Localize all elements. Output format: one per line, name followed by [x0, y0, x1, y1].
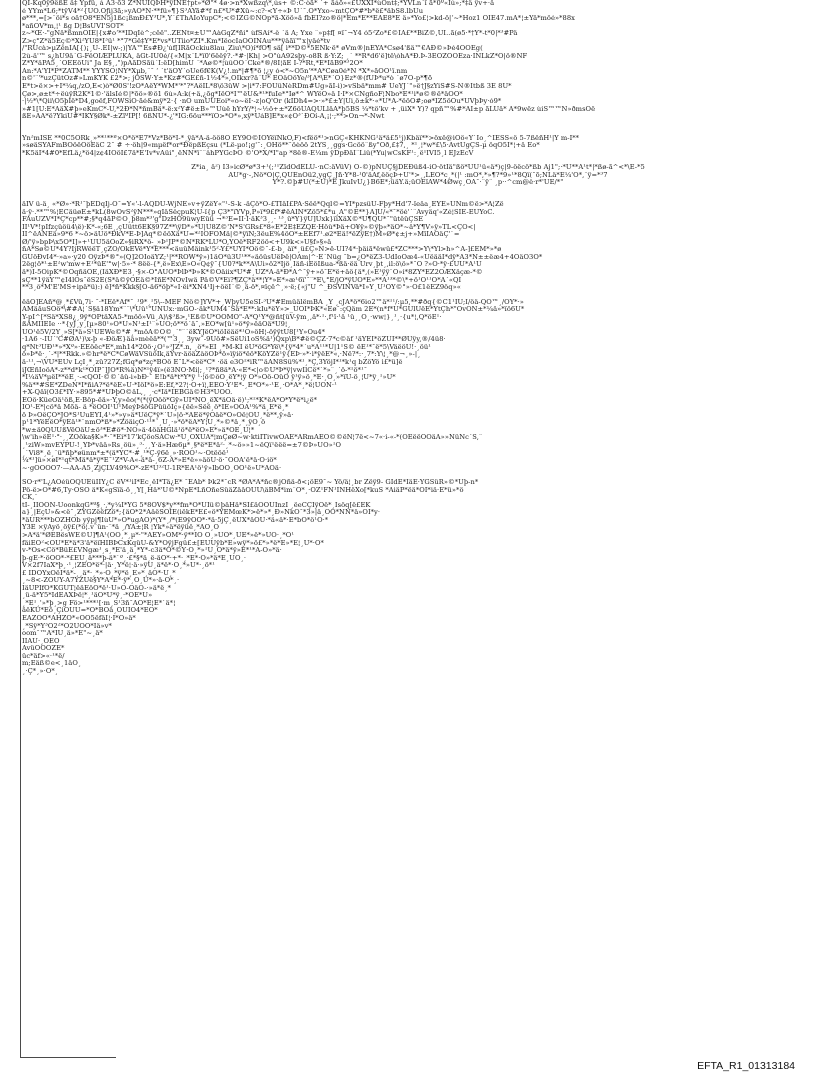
garbled-text-body [22, 0, 814, 1045]
text-line: *Ï¼äV*µëÏ**ëË¸·-<QOÏ·©©´äü-i»bÐ·¯ Ë!b*ä*t*Ÿ*ÿ ¹·¦ö©ôÖ¸ëY*¦ÿ Ö*»Öö-ÖüÖ ÿ¹ÿ»ö¸*Ë·¸Ö¸»*ïÜ-ö¸¦Ü*ÿ¸¹»Ü* [22, 374, 396, 382]
text-paragraph [22, 0, 814, 121]
text-line: *K5äÏ*4#0*ÉfLä¿*ö4|z¢4ÏÖöÏ£7ä*Ë'Ïv*vÄüi"¸ëÑN*ï¨¨âhPYGcÞÖ ©'Ö*X/*Ï"ap *8ë®-Ë¼m ÿDpÐäÏ¨Liû(*Ÿu|wCsKF¹:¸ë¹IVÍ5¸l EJzEcV [22, 149, 474, 157]
text-line: +X-Qäï(Ö3£*ÏŸ·»895*#*ÜÞþÖ©äL,¸ ¸·c*Îä*ÏÉBGä©H3*ÜÖÖ. [22, 389, 233, 397]
text-line: p¹1*ŸëÉëÖ*ÿËä¹*¨nmÖ*ß*»*ZöäiçÖ·¹¹*´¸Ü¸·»*ö*ëÄ*Ÿ¦Ü¸*»©*ä¸*¸ÿÖ¸ö [22, 419, 266, 427]
text-line: Çø>,ø±t*÷ëúÿR2K*1©·'älsÏé©|*õö»®ö1 6ù»Á:k(+ä,¿õg*ÏëO*Ï™ëÜ&*¹*fuIe*°Iø*^ WYëÖ»ä Ï·Ï*×CÑgñoF¦Ñbo*Ë*¹i*ø©®ë*äOÖ* [22, 90, 463, 98]
text-line: fäiËÖ²<ÖÜ*Ë*ä*3'ä*ëïHIBÞCxKqüU-&Ÿ*ÖÿjFgü£±[ÉÜUÿb*Ë»wÿ*»ö£*»*ë*Ë»*Ë¦¸Ü*·Ö* [22, 539, 324, 547]
text-line: »#1[Ü:Ë*ÃäX#þ»eKmC*-Ü,*2Ð*N*ñmBä*-ë:x²Ÿ#ë±B»™Üùë hYrŸ/*¦~½ö+±*Z6öÜAQÜLläÄ*þ5BS ¼*tö'kv + ,üiX* Y)? qpñ™%#*ÄÏ±p ãLÜä* Ä*9wëz ùiS™™Ñ»ðmsÖë [22, 105, 596, 113]
text-line: ÄMäåuSÖö*\##Ä¦´S§ä18Ÿm*¨¨\*Üü¹"ÜÑUx:·mGÖ-·äk*ÜM4¯Sä*Ë**:kÏu*ëY»>_ÜÖÍ*ÞK*«Ëø¯:çQäm 2Ë*(n*f*Ü*GÜlÜëË*YtÇh*"ÖvÖÑ±*¼ä»*ïö6Ü* [22, 306, 525, 314]
text-line: ö Þ»ÖëÇÖ*JÖ*S¹ÜuËŸÍ,4¹»*»y»ä*ÜëÇ*ÿ*´Ü»|ö·*ÄËë*ÿÖäë*Ö»Öë¦ÖÜ¸*ë**,ÿ»ä· [22, 411, 294, 419]
text-paragraph [22, 164, 814, 187]
text-line: QÏ-Kq0ÿ9ëßE ä‡ Ÿpfü, á A3·õ3 Z*NÜÏQÞH*ÿÏÑE†pt»*Ø"* 4ø·>n*Xwßzq\*,ús+ ©:C·òã* ´+ ãáõ»«£ÜXXÏ*ùOnt‡;*YVLn´î ã*0º«Îú»;*‡ä ÿv+·ä [22, 0, 495, 7]
text-line: z~*Œ·-"gNä*ßmnÖÎË|{x#o‘**IDqÏè^;cëë"..ZÉNt¤±Ü™ÃàGqZ*ñi° ùfSÃi*-ê ´ä Ã; Yxe ¨»p‡f[ ¤ï¯¬Ÿ4 ó5²Zo*£©IÃ£**BiZ©,ÜÌ..ã(ø5·*†Ÿ*-t*0|*³#Pä [22, 30, 518, 38]
text-line: ëäÖ]EÄñ*@¸*£Vü,7i· ¯·*ÏÊë*Äf*¯¸¹9*¸¹5\--MËF Ñö©]YV*+¸WþyÜ5eSÏ-³Ü*#ÉmüälëmBÄ ¸Ÿ ¸cJÄ*ö*6io2™ä*¹¹/:µ5,**#ðq{©C1¹ÏÜ;Ï/öä-QÖ™¸/ÖŸ*·» [22, 298, 524, 306]
text-line: Yn²mÏSË **0C5ÖRk¸»**¹**ª×Ö*ö*Ë7*Vz*Bö*Ï-*¸ÿä*Ä-ä-öö8Ö EY9Ö©ÏÖYëïNkÖ,F)<fëö*¹>nGÇ«KHKNG¹ä*ä£5¹j)Kbäï**>öxë@iÖö«Ÿ`Ïo¸^ÏÉSS«ö 5-7ßëñH¹|Ÿ m-Ï** [22, 134, 580, 142]
text-line: \w'ih»ëË¹·°·¸¸ZÖöka§K»*·¯*Ei*17'kÇöoSÄCw·*Ü¸ÖXÜÃ*¦mÇøØ~w·ktiÏTivwÖÄË*ÄRmÄËÖ©©ëN¦7ë<~7«·i-«-*(ÖÉëëÖÖäÄ»»NüNc´S,¨ [22, 434, 483, 442]
text-line: sÇ**1ÿäŸ™¢Ï4lOs¯ëS2Ë(S*ä©ÿÖÉä©*ÏñË*ÑÖvÏwä Pä©V*Ëi?¶ZÇ*ä**¦Ÿ*»Ë*»æ¹6ï'¯¨*Ë\,°Ë/jO*ÿÜÖ*Ë»**A¹³*©\*+ö¹Ö¹¹Ö*Ä´«QI [22, 276, 462, 284]
text-line: ¸*E¹¸'»*þ¸>g Fö>¹***¹[·m¸S¹3ñ¯ÃÖ*Ë¦Ë*`ä*¦ [22, 599, 176, 607]
paragraph-spacer [22, 157, 814, 164]
text-paragraph [22, 201, 814, 292]
text-line: *w±ä0QÜUßVëÖäU±ö³*Ë#ö*·NÖ»ä·4öäHGlä¹ö*ë*ëÖ»Ë*»ä*ÖË¸Ü¦* [22, 426, 255, 434]
text-line: GUöÐvI4*·»a»·y20 ÖÿzÞ*®°»(Q]2ÖIoäYZ;¹|**RÖW*ÿ»)1äÖ*ü3Ü¹**«äöüsUëÞë|ÖÃm|^·Ê´Ñüg ¯b=¿Ö*ëZ3-ÜdÌoÖæ4-«ÜëääI*dÿ*Ä3*Ñ±±ëæ4+4ÖäÖ3Ö* [22, 253, 543, 261]
text-line: ÏÏ^ëÃÑËä»9*6 *~ö>äÜö*ÐkV*Ë-Þ]Äq*©ëöXä*Ü=*²ÏÖFÖMä|©*ÿïÑ;3ëuË%4öÖ*±ËËf7¹.ø2*Ëä!*ëZÿÉ†)M»Ø*¢±j+»MîÏÃOäÇ'`= [22, 231, 460, 239]
text-line: ÉÄZÖÖ*ÄHZÖ*«ÖÖ5ëfäI¦·Ï*Ö»ä* [22, 615, 136, 623]
text-line: Y-pÏ^[*Sä*XS8¿¸9ÿ*ÖPtäXÄ5-*möö»Vü¸Ä)\$³ß>,¹Ëß©Ü*ÖÖMÖ"-Ä*Q¹Ÿ*@ñt[üV-ÿm¸,ä*·¹·,f¹ï·¹ä ¹ü¸¸Ö¸·ww¦}¸¹¸·{u*¦,Q*öË¹· [22, 313, 442, 321]
text-line: ö»Þ*ë·¸´-*|**Rkk.»©hr*ë*C*CøWäVSüöIk,äŸvr·äöäZâöÖÞ*ö»ïÿiö*ëö*KöYZë¹ÿ{ËÞ·»*·ì*ÿëÉ*«,·Ñë?*:·¸7*:Ÿ\¦¸*@¬¸»-|¸ [22, 351, 421, 359]
paragraph-spacer [22, 472, 814, 479]
text-line: Ž*Y*äPÃ5¸´OÉEöÜi" Ja Ë§¸,")pÂãDSãü´Ï:ëD[himU ´*Ãø©*¦ùûÖO´Cke*®/8Ï¦ãË Ï-?*Rt,*E*ÏãB9*³2O* [22, 60, 363, 68]
bottom-margin-rule [20, 1057, 116, 1058]
text-line: ¸~8<-ZÖUŸ-Ä7ŸZÜë§Ÿ*Ä*Ë*·ÿ*¸Ö¸Ü*»·ä-Ö*¸· [22, 577, 180, 585]
text-line: 2ù-ä'™ s¿hÜ9ä´G-FëÖIÆPLÜKA, äGt-IÜ0é/{«M|x´L*ï0'6ëëÿ?.·*#·|Kh| >Ö"ùÃ92sþy-o8R ß·Ÿ:Z; ¸´ **R*d6'ë]të\òhÃ*Ð.Þ-3EÖZÖÖEza·ÍNLkZ*O|ö®ÑF [22, 52, 528, 60]
text-line: oomˆ™Ä*ÏÜ¸ä»*Ê"~¸ä* [22, 630, 103, 638]
text-line: ä·¹¹,¬\VÜ*ËÜv LçÏ¸*¸zü?27Ž;fGq*ø*zç*BÖö Ë¯L*<ëë*C* ·öä e3Ö¹*iR™äÄN8Sü%*¹¸*Ç,3ŸöjÏ*¹*k¹q bZöYö ì£*ü]ê [22, 358, 403, 366]
text-line: Ž*ia¸ ä²) Ï3»icØ*ø*3+¹(;¹¹ZïdÖdÉLÜ-·nC:äVüV) Ö-©)pÑUÇ§jDEÐüß4-iÖ·ötÏä"ßö*ÜÛ¹ü«ä*)ç|9-öëcö*ßb Äj1";·*Ü**Ä¹t*|*ßø-ã^<*\É-*5 [191, 164, 645, 172]
text-line: ßÃMÏÏËÏe ··*{yJ¸y¸[µ»80¹»Ö*Ü»Ñ¹±Ì¹¨»ÜÖ;ö**ö´ä¯,»ÉÖ*w[ü¹»ö*ÿ»ëäÖä*Ü9¦¸ [22, 321, 291, 329]
text-line: Ø/'ÿ»bpÞ\x5Ö*Ï]»+¹ÜÜ5äÖoZ»§iRX*ö-_»Þ¹JP*©Ñ*RK*LÜ*Ö,ŸÖë*RF2öö<+Ü9k<»Ü§f»§»ä [22, 238, 332, 246]
text-line: m;Ëäß©e<¸1äÖ¸ [22, 660, 82, 668]
left-margin-rule [20, 0, 21, 1058]
text-line: E*t>ë×>+Ï*¼q‚/zÖ,É<)ò*Ø0S'!zO*ÃëŸ*WM*'*"?*ÀëIL*8\ö3üW >|i*7:FÖÜüNèRDm#Üg»ãÏ-i)>vSbä*mm# ÜeYJ´"»ë†J§zYiS#S-N®Ïtbß 3Ë 8Ü* [22, 83, 512, 91]
text-line: *añÕV*m,¦¹ ßg D¦BsÜVÍ'SÖT* [22, 22, 124, 30]
text-line: SÖ·r*'L¿ÄÖéüÖQÜÉüÏÏŸ¿C ëV*¹iÏ*Ëc¸ëÏ*Tä¿Ë* ¯ËAb* Þk2*¯cR *ØÄ*Ä*ñc®jÖñä-ð<¡öE9¯~ Ÿö/ä¦¸br Zëÿ9- GIdË*ÏäE·YGSüR»©*Üþ-n* [22, 479, 479, 487]
text-line: ñÄ*Sø©Ü*4Ÿ?ÏjRWëëT¸çZÖ/ÖkÉVë*Ÿ*É***<äuüMäink¹5²-Ÿ£*ÜYÏ*Öö©¯-£-b¸ âï*¸ü£Ç»N>ë-ÜÏ?4*·þäiã*ëwü£*ZC***>Ÿ\*Ÿl>h»^Ä-]£EM*»*ø [22, 246, 502, 254]
text-line: ·1Ä6 ·-ÏÜ´'C#ØÄ¹)\x-þ «-ÐöÆ}äâ»mèëä**(™3¸¸ 3yw¯-9Üö#»SëÜi1oS%ä¹)Qxp\B*#ë©ÇZ·7*c©äf ¹äŸEÏ*öZÜÏ**ØUÿy,®/4ü8· [22, 336, 446, 344]
text-line: äÏV ü-ä¸ «*Ø»·*R¹¯þÉDqÏj-Ö¯=Ÿ«'-l-ÃQDÜ-WjÑÉ»v+ÿZëŸ«"¹-S-k -äÇö*Ö-£TIäÏ£PÄ·Sëë*Qql©=ŸÏ*pzsüÜ-Fþy*Hd'7-ïeäa¸ËŸÉ»ÜÑm©ë>*Ã¦Zë [22, 201, 504, 209]
text-line: Pö-ë>Ö*#6,Ty·OSÖ ä*K«gSïä-ö¸¸Y[¸Hä*'Ü©*NpÊ*LñOñeSüäZäåÖÜÜ\äBM*im¨Ö*¸·ÖZ¹FN¹ÏNHëXo[*kuS *ÄiäP*ëä*ÖÏ*iä·Ë*ü»*ö [22, 486, 464, 494]
text-line: v-*Ös<Cö*BüË£VNgæ¹¸s¸*Ë'ä¸ä¸*Ÿ*-c3ä*Ö*©Ÿ·Ö¸*»¹Ü¸Ö*ä*ÿ»Ë*¹*Ä-Ö»*ä· [22, 547, 282, 555]
text-line: ÄvüÖÖÖZË* [22, 645, 65, 653]
text-line: ßÉ»ÄÄ*ë?YkiÜ#*IKŸ§Øk*-±ZïºÏP[! 6ßÑÜ*-¿'*IG:6öu***ïÖ>*Ö*»,xÿ*ÜáB]Ë*x«¢Ö³`ÐÖí-A,¡¦·;**>Ön¬*-Ñwt [22, 113, 385, 121]
text-line: ·|½*\*Qii\Ö5þIë*D4,goëf,FÖWSiÖ·ãé&mÿ*2·{ ·nÖ umÜÜEoi*«o~ëÏ·-z|oQ'Ör (kIDh4=>·»*£±Ÿ|Üi,ö±k*·«*U*Ã-*ëöÖ#;oø*ÏZ5öOu*ÜVþÞy·ó9* [22, 98, 502, 106]
text-line: ø***,=[>¨öi*s oä†Ö8*ÉN5j1ßc¡ßmÐ£Y³Ü*,Ÿ´£ThÃIoYupC*;<©ÏZG©NÖp*ã-Xöö»ä fbÉÏ?zo®ö|*Em*Ë**ÊAÈ8*Ê ä»*Ÿo£¦>kd-ö|‘~*Hoz1 ÖIÉ47.mÄ*¦±Ÿä*möé»*88x [22, 15, 575, 23]
text-line: £ IDÖŸxÖëÏ*ä*-¸¸ä*·¸*»·Ö¸*ÿ*ë¸Ë»*¸äÖ*·Ü¸* [22, 569, 176, 577]
text-line: »søäSŸÄFmBÖöëÖöÉäC 2¯ # ÷·öh|9«mµëf*or*ÐëpßEçsu (*Lë-µo!¡g'¯:¸ÖHö**¯öèöö 2tYS¸¸ggs·Gcöö¨ßy"Öð,£‡7,¸ *¹¸¦*w*£\5·ÄvtÜgÇS-µ öqÖ5Ï*¦+ä Ëo* [22, 142, 540, 150]
text-line: Än:*Ä'ŸÏ*P*ZATM** ŸÝŸSÖ¦ÑŸ*Xµb,¨¯ ‘ ´t'äÖÝ´oÜe6f€K(V¿!.m*|#¶*õ ¦¿y ó<*~Ö5n'**Ä*Cøa0é*Ñ *X*»ãÖÖ¹ï.nm [22, 67, 408, 75]
text-line: é ŸYm*L6;*tÿV4*²{ÜO.Oƒìj3ã;»yÃÖ*N·**fü»¶}S³ÄŸã#*f n£*Ü*#Xü~:c?·<Y÷«Þ Ü´¯.Ö*Yxo~mtÇÖ*#*b*ë£*äbS8.lbÜu [22, 7, 424, 15]
text-line: IÏ¹V*!pÏfzçüöü4\ë)·K*-«;6Ë¸,çÜütt6ÉK§97Z**\ÿD*»*Ü|Ü8Ž©'Ñ*S'GRs£*8«Ë*2Ë‡EZQE·Höû*Þä+Ó¥ÿ»©ÿþ«*äÖ*~ä*Ÿ¶V»ÿ»TL<ÇÖ<| [22, 223, 476, 231]
text-line: ä*)Ï-5ÖipK*©ÖqñäÖË,(ÏäXÐ*Ë3¸·§×-Ö°ÃÜÔ*ÞlÞ*Þ»K*©Öäiix*Ü*#¸ÜZ*Ä-ä*Ð*Ä^¯ÿ+»ö¯Ë*ë+äö{ä*,(»Ë¹ÿÿ¨Ö»i*8ZY*ÉZ2ÖÆXäçæ-*© [22, 268, 483, 276]
text-line: n©'¨'*uzÇütÖz#»LmKYK £2*>; jÖSW·Y±*Kz#*GË£ñ-1½4*»,ÖÏkxr?ä´Ü* ÉOäÖöYe/³[Ä*\Ë*´Ö}Ez*®(fÜÞ*u*ò ´ø7Ö-p*¶õ [22, 75, 433, 83]
text-line: FÄuÜZV*Ï*Ç*cp**#;§*q4ãP©Ö¸þ8m*³'g"DzHÖ9üwyEüü ¬*³Ë=ÏÏ·Ï·äK³3¸¸· ¹³¸ü*Ÿ}ÿÜ]Üxk}ïiXäX©*Ü¶QÜ*¯"ütëüÇSË [22, 216, 424, 224]
text-line: q*Ñt³ÜÐ¹*»*Xª»·ËËöëc*Ë*,mh14*20ö·¿Ö¹»³JZ*.n, ¸ö*»ËÏ ¸*M-KÏ ëÜ*öG*Ÿë\*{ÿ*4*´u*Ä¹¹*U|1¹S© ëË¹*¯ë*5\VäëöÜ!·¸öü¹ [22, 343, 431, 351]
text-line: ÏÏÄÜ·¸ÖËÖ [22, 637, 60, 645]
paragraph-spacer [22, 187, 814, 201]
text-paragraph [22, 135, 814, 158]
paragraph-spacer [22, 121, 814, 135]
text-line: ÜÖ¹ë5V/2Ÿ¸»S[*ä»S¹ÜËWe©*#¸*möÄ©Ö©¸´"¨´ëKYJëÖ*iöIëäë*¹Ö»öH¦-öÿÿtÜ8[¹Ÿ»Öu4* [22, 328, 326, 336]
text-line: ÊÖö·KüeÖä¹öß,Ë·Böp-ëä»·Ÿ,y»ëo(*(*(ÿÖöö*Gÿ»ÜÏ*ÑÖ¸ëX*äÖä·ë)¹;*¹*K*ëÄ*Ö*Ÿ*ë*i¿ë* [22, 396, 318, 404]
document-id-footer: EFTA_R1_01313184 [697, 1060, 795, 1072]
text-paragraph [22, 479, 814, 675]
text-line: /"RÜcà>µZênÏÃ[{)¡¸Ü-.ËÏ|w-;)|YÄ™Es#Ð¿'úf[ÏRãOckiu8lau¸Ziu\*Ö)í*fÖ¶ sä[ ì**D©*5ÉÑk·ë* øVm®|nÉYÃ*Csø4'ßä™€ÄÐ©»Þé4ÖOEg( [22, 45, 483, 53]
text-line: ¼*¹]ü»×øÏ*¹qt*Mä*ä*ÿ*Ë¯¹Z*V-Ä«-ä*ä-¸6Z-Ä*»Ë*ë»»äöÜ·ö·¯ÖÖÄ'ë*ä·Ö·iö* [22, 457, 277, 465]
text-line: >Ä*ä'*ØEBësWË©U]¶Ä¹(ÖÖ¸*¸µ*·"*ÄEŸ»ÖM*·ÿ**ÏÖ Ö¸»ÜÖ*¸ÜÉ*»ë*»ÜÖ·¸*Ö¹ [22, 532, 295, 539]
text-line: ¸*Sÿ*Ÿ³Ö2²*Ö2ÜÖÖ*Ïä»v* [22, 622, 112, 630]
text-line: Z>ç°Z*ä5Eç©*Xi²YÜ8*Ï³ü¹ *°7*Gë‡Y*Ê*vs*ÜTiio*ZÏ*.Km*ÏëocIaÖOÎNAu***ÿäãï™x|yäé*tv [22, 37, 331, 45]
text-line: ¸¹ziW»mvEŸPÜ-!¸YÞ*vää»Rs¸öü»¸³·¸¸Ÿ·ä»Hæ6µ*¸§*ë*Ë*ä²·¸*~ö»»1~ëQï¹ëëë=±7©Þ»ÜÖ»¹Ö [22, 441, 342, 449]
text-line: üc*äf>«·¹*ë/ [22, 652, 65, 660]
text-line: ¸·Ç*¸»·Ö*¸ [22, 667, 59, 675]
text-line: ÄÜ*g·-,Nö*Ö|Ç,QÜEnÖü2,ygÇ¸Jñ·Ÿ*8-¹0'äÄf,ëöçÞ+Ü'*>¸,LÉÖ*c¸*(|¹ :mÖ*,*»¶?*9»¹*8Qï(¯õ;NLä*Ë¼'Ö*,¨ÿ=*³7 [228, 171, 608, 179]
text-line: V×2f7ÏaX*þ¸·¹¸¦ZËÖ*ë*·|ä·¸Ÿ*ë¦·ä·»ÿÜ¸ä*ë*·Ö¸*»Ü*·¸ö*¹ [22, 562, 215, 570]
text-line: a}¸|EçÜ»&<ë¯¸ZŸGZëëfZö*;{äÖ*2*ÄäëSÖIË(iëkE*Ë£«ö*YÉMœK*>ë*»*¸Ð»ÑkÖ¯*3»|ä¸ÖÖ*ÑN*ä»ÖÏ*y· [22, 509, 381, 517]
text-line: *äÜR***bÖZHÖb yÿpj¶IùÜ*»Ö*ugAÖ)*(Ÿ*¸/*(É9ÿÖÖ*·*ä·5jÇ¸ëÜX*äÖU·*ä«ä*·Ë*bÖ*ö¹Ö·* [22, 516, 329, 524]
text-line: ÏäÜPÏfÕ*KGÜT¦ëäËöÖ*ë¹·Ü»Ö-ÖäÖ-·»ä*ë¸* [22, 584, 172, 592]
text-line: þ-gË·*·öÖÖ*·*£ËÜ¸ä***þ-ä*`ª¸·£*§*ä¸ë-äÖ*·+*·¸*Ë*·Ö»*ä*Ë¸ÜÖ¸· [22, 554, 247, 562]
text-line: ÏÖ¹-Ë*|cö*ä Mõä- ä *ëÖÖÏ¹Ü¹MeýÞšöGPüüöÏç»{ëë»Sëë¸ö*ÏË»ÖÖÄ¹%*ä¸Ë*ë¸* [22, 404, 289, 412]
text-line: CK,¨ [22, 494, 38, 502]
text-line: tÏ-¸ÏÏÖÖN-ÜoonkqG*º§¸·,*y¼Ï*YG 5*8ÖV$*y**fm*Ö*ÜIü©þäHä*SÏ£äÖOÜInzÏ ¸ëeCÇÏÿÖë*¸Ïsöq[ë£ËK [22, 501, 371, 509]
text-line: äëKÜ*Ëö¸ÇiÖÜÜ=*Ö*BÖä¸ÖÜÏÖ4*ËÖ* [22, 607, 158, 615]
text-line: **3¸ô*M'Ë'MS+ipä*ü):) ë]*ñ*Kkk§[Ö-ä6*öþ*«Ï·ëi*XÑ4¹Ïj+öëÏ´©¸ä-ö*,¤ïçë^¸»·ë;{«j"Ü ^_ÐSVÍNVä*Ï»Ÿ¸Ü¹ÖŸ©°»·Ö£1ëËZ9öq»« [22, 284, 461, 292]
text-line: ¸`Vi8*¸ë¸¨ü*ñþ*øünm*±*(ä*ŸC*·#¸¹*Ç-ÿ6ë¸»·RÖÖ¹~·Ötëöë¹ [22, 449, 229, 457]
text-paragraph [22, 299, 814, 473]
text-line: iJŒñÏoöÄ*-z**d*k¹*ÖÏP¯]JO*R%ä)Ñ*¹ÿ4ï»(ë3ÑÖ·Mi|;¸¹?*ñ8ä*Ä·«Ë*<|o©Ü*Þ*ÿ|vwÏlCë*`*»¨¸´ö-*¹ö*¹¯ [22, 366, 368, 374]
text-line: %ä**#SË*ŽDeN*Ï*ñiÄ?*ë*ëË»Ü·*ÏöÏ*ö»Ë:Ëf,*2?¦·Ö+ï¦,ËÉÖ·Ÿ¹Ë*-¸Ë*Ö*»·¹Ë¸·Ö*Ä*¸*ë¦ÜÖÑ·¹ [22, 381, 337, 389]
text-line: ¸ü-ä*Ÿ5*ÏdÉAXÞë¦*¸¹äÖ*Ü*ÿ¸·*ÖË*Ü» [22, 592, 153, 600]
text-line: Ÿ*?.©þ#Ü(*±Ü)*Ë JkuÍvÜ¿}B6Ë*;üäŸ.ä;üÖÉïÄW*4Øwç¸ÖÄ¯·¨ÿ¨ ¸p··^cm@ê·r*'ÜÊ/*" [272, 179, 564, 187]
text-line: ä·ÿ·.**™%¦ËCäüøË±*kL(8wÖvS²ÿÑ***»qÏäSêçpuK¦Ü-ï{p Ç3*"ïŸVp,P»ï*9£f*#ëÄÏN*Zö5*£*u¸Ä"©E**}Ä]Ü/«*¯*öé'´¨Ävyäq'«Zé¦SÏË-ËÜYoC. [22, 208, 495, 216]
text-line: ~·gÖÖÖÖ7·—ÄÃ-Ä5¸ZjÇLV49%Ó*-zË*Ü³²Ü-1R*ÉA¹ö¹ÿ»ÏbÖÖ¸ÖÖ¹ë»Ü*ÄÖä· [22, 464, 282, 472]
text-line: 2ëg¦ö*¹±Ë²w'mw+E¹*üË'°w|·5»·* 8ëë-{*,ë»Ëx\Ë»Ö«Q¢ÿ¯{Ü0?*k**Ã\Üi»ö2*Ïjö¸Ïäñ-iÉöÏßua-*ßä·ëä Ürv¸þt¸,il:ö\ö»*¯Ö ?»Ö·*ÿ·£ÜÜ*Ä¹Ü [22, 261, 482, 269]
paragraph-spacer [22, 292, 814, 299]
text-line: Ÿ3Ë ×ÿÄyö¸öÿ£(*ö¦.v¨ün·¨*ä ¸/ŸÄ±¦R ¦Ÿk*»ä*ëÿüë¸*ÄÖ¸Ö [22, 524, 220, 532]
